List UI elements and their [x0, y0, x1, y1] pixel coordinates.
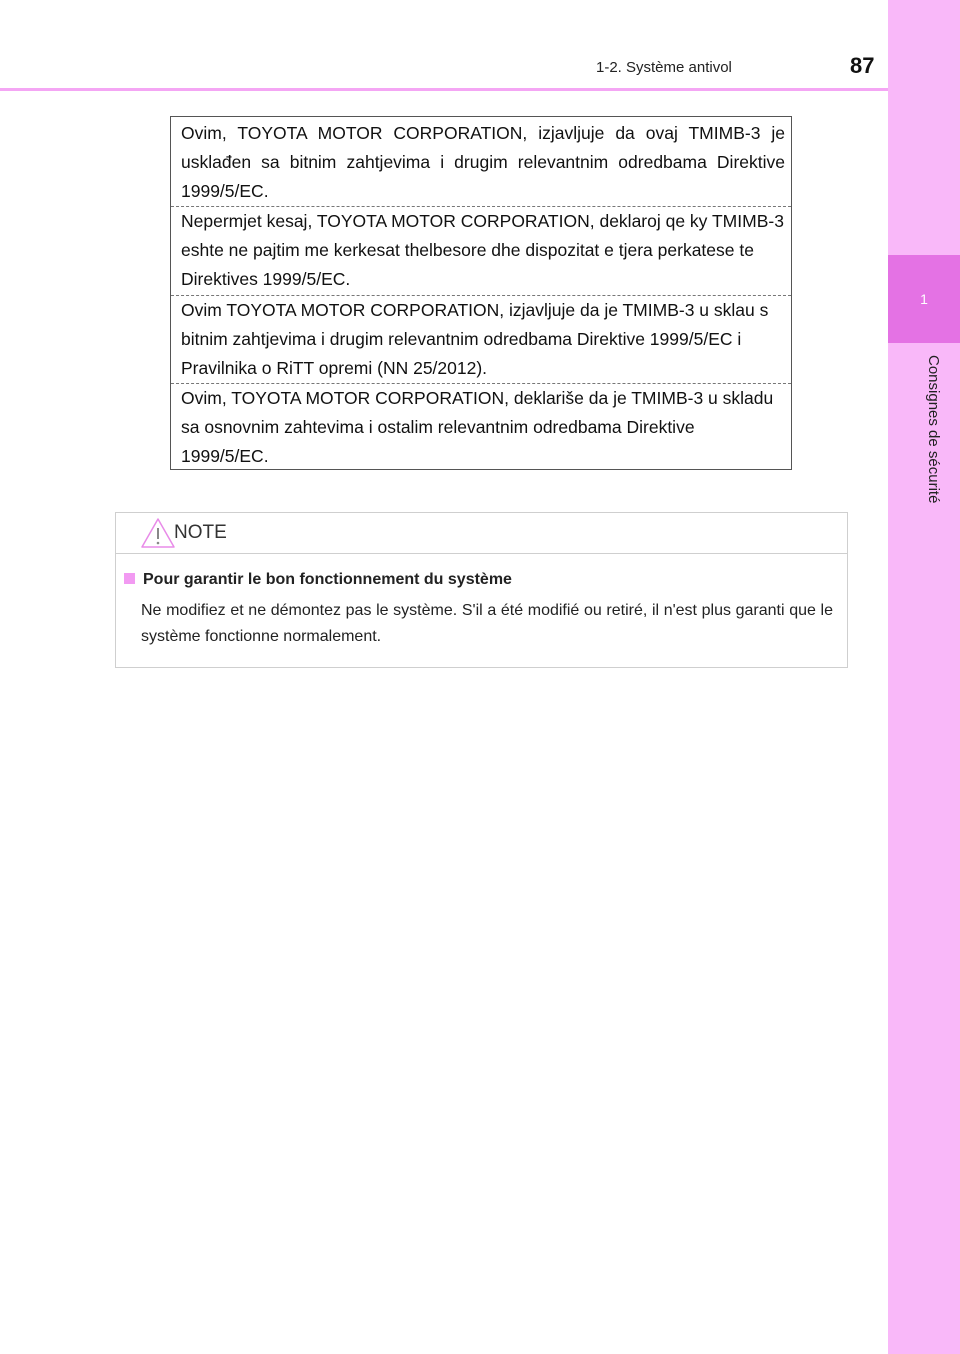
header-rule — [0, 88, 888, 91]
declaration-albanian: Nepermjet kesaj, TOYOTA MOTOR CORPORATION, deklaroj qe ky TMIMB-3 eshte ne pajtim me kerkesat thelbesore dhe dispozitat e tjera perkatese te Direktives 1999/5/EC. — [181, 211, 784, 289]
note-header — [116, 513, 847, 554]
note-subtitle — [124, 571, 512, 589]
section-title: 1-2. Système antivol — [596, 59, 732, 76]
note-box — [115, 512, 848, 668]
declaration-box — [170, 116, 792, 470]
chapter-side-tab — [888, 0, 960, 1354]
note-subtitle-text: Pour garantir le bon fonctionnement du système — [143, 571, 512, 588]
note-label: NOTE — [174, 522, 227, 543]
chapter-label: Consignes de sécurité — [925, 355, 942, 504]
page-number: 87 — [850, 53, 875, 78]
note-body: Ne modifiez et ne démontez pas le système. S'il a été modifié ou retiré, il n'est plus garanti que le système fonctionne normalement. — [141, 602, 833, 645]
declaration-serbian: Ovim, TOYOTA MOTOR CORPORATION, deklariše da je TMIMB-3 u skladu sa osnovnim zahtevima i ostalim relevantnim odredbama Direktive 1999/5/EC. — [181, 388, 774, 466]
pink-square-icon — [124, 573, 135, 584]
warning-triangle-icon — [140, 517, 176, 549]
chapter-number-tab[interactable] — [888, 255, 960, 343]
chapter-number: 1 — [920, 291, 928, 307]
declaration-bosnian: Ovim, TOYOTA MOTOR CORPORATION, izjavljuje da ovaj TMIMB-3 je usklađen sa bitnim zahtjevima i drugim relevantnim odredbama Direktive 1999/5/EC. — [181, 123, 785, 201]
declaration-croatian: Ovim TOYOTA MOTOR CORPORATION, izjavljuje da je TMIMB-3 u sklau s bitnim zahtjevima i drugim relevantnim odredbama Direktive 1999/5/EC i Pravilnika o RiTT opremi (NN 25/2012). — [181, 300, 769, 378]
